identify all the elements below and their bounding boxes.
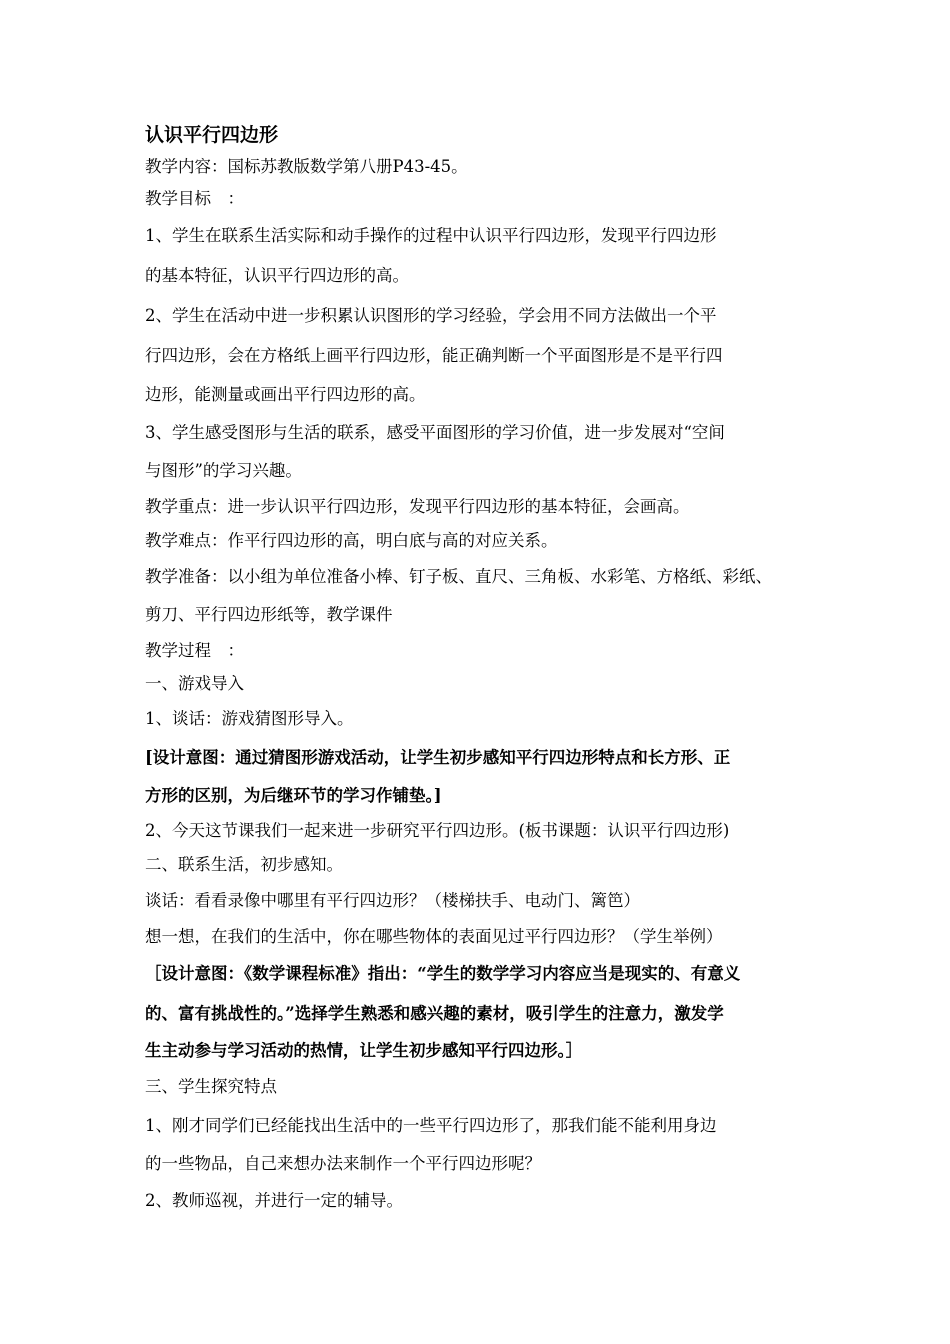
text-line: 的基本特征，认识平行四边形的高。	[145, 266, 409, 285]
section-heading: 二、联系生活，初步感知。	[145, 855, 343, 874]
design-intent-note: 方形的区别，为后继环节的学习作铺垫。]	[145, 786, 442, 805]
text-line: 教学重点：进一步认识平行四边形，发现平行四边形的基本特征，会画高。	[145, 497, 690, 516]
design-intent-note: ［设计意图：《数学课程标准》指出：“学生的数学学习内容应当是现实的、有意义	[145, 964, 741, 983]
text-line: 教学准备：以小组为单位准备小棒、钉子板、直尺、三角板、水彩笔、方格纸、彩纸、	[145, 567, 772, 586]
text-line: 与图形”的学习兴趣。	[145, 461, 302, 480]
section-heading: 三、学生探究特点	[145, 1077, 277, 1096]
text-line: 2、今天这节课我们一起来进一步研究平行四边形。(板书课题：认识平行四边形)	[145, 821, 730, 840]
text-line: 谈话：看看录像中哪里有平行四边形？（楼梯扶手、电动门、篱笆）	[145, 891, 640, 910]
text-line: 行四边形，会在方格纸上画平行四边形，能正确判断一个平面图形是不是平行四	[145, 346, 723, 365]
text-line: 剪刀、平行四边形纸等，教学课件	[145, 605, 393, 624]
text-line: 边形，能测量或画出平行四边形的高。	[145, 385, 426, 404]
section-heading: 一、游戏导入	[145, 674, 244, 693]
text-line: 2、教师巡视，并进行一定的辅导。	[145, 1191, 403, 1210]
design-intent-note: 生主动参与学习活动的热情，让学生初步感知平行四边形。］	[145, 1041, 583, 1060]
text-line: 的一些物品，自己来想办法来制作一个平行四边形呢？	[145, 1154, 541, 1173]
design-intent-note: [设计意图：通过猜图形游戏活动，让学生初步感知平行四边形特点和长方形、正	[145, 748, 731, 767]
text-line: 想一想，在我们的生活中，你在哪些物体的表面见过平行四边形？（学生举例）	[145, 927, 723, 946]
document-page	[145, 118, 825, 1220]
text-line: 教学目标 ：	[145, 189, 244, 208]
text-line: 1、学生在联系生活实际和动手操作的过程中认识平行四边形，发现平行四边形	[145, 226, 717, 245]
text-line: 教学过程 ：	[145, 641, 244, 660]
text-line: 2、学生在活动中进一步积累认识图形的学习经验，学会用不同方法做出一个平	[145, 306, 717, 325]
text-line: 教学难点：作平行四边形的高，明白底与高的对应关系。	[145, 531, 558, 550]
text-line: 教学内容：国标苏教版数学第八册P43-45。	[145, 157, 468, 176]
text-line: 3、学生感受图形与生活的联系，感受平面图形的学习价值，进一步发展对“空间	[145, 423, 725, 442]
text-line: 1、刚才同学们已经能找出生活中的一些平行四边形了，那我们能不能利用身边	[145, 1116, 717, 1135]
design-intent-note: 的、富有挑战性的。”选择学生熟悉和感兴趣的素材，吸引学生的注意力，激发学	[145, 1004, 724, 1023]
text-line: 1、谈话：游戏猜图形导入。	[145, 709, 354, 728]
document-title: 认识平行四边形	[145, 124, 279, 146]
